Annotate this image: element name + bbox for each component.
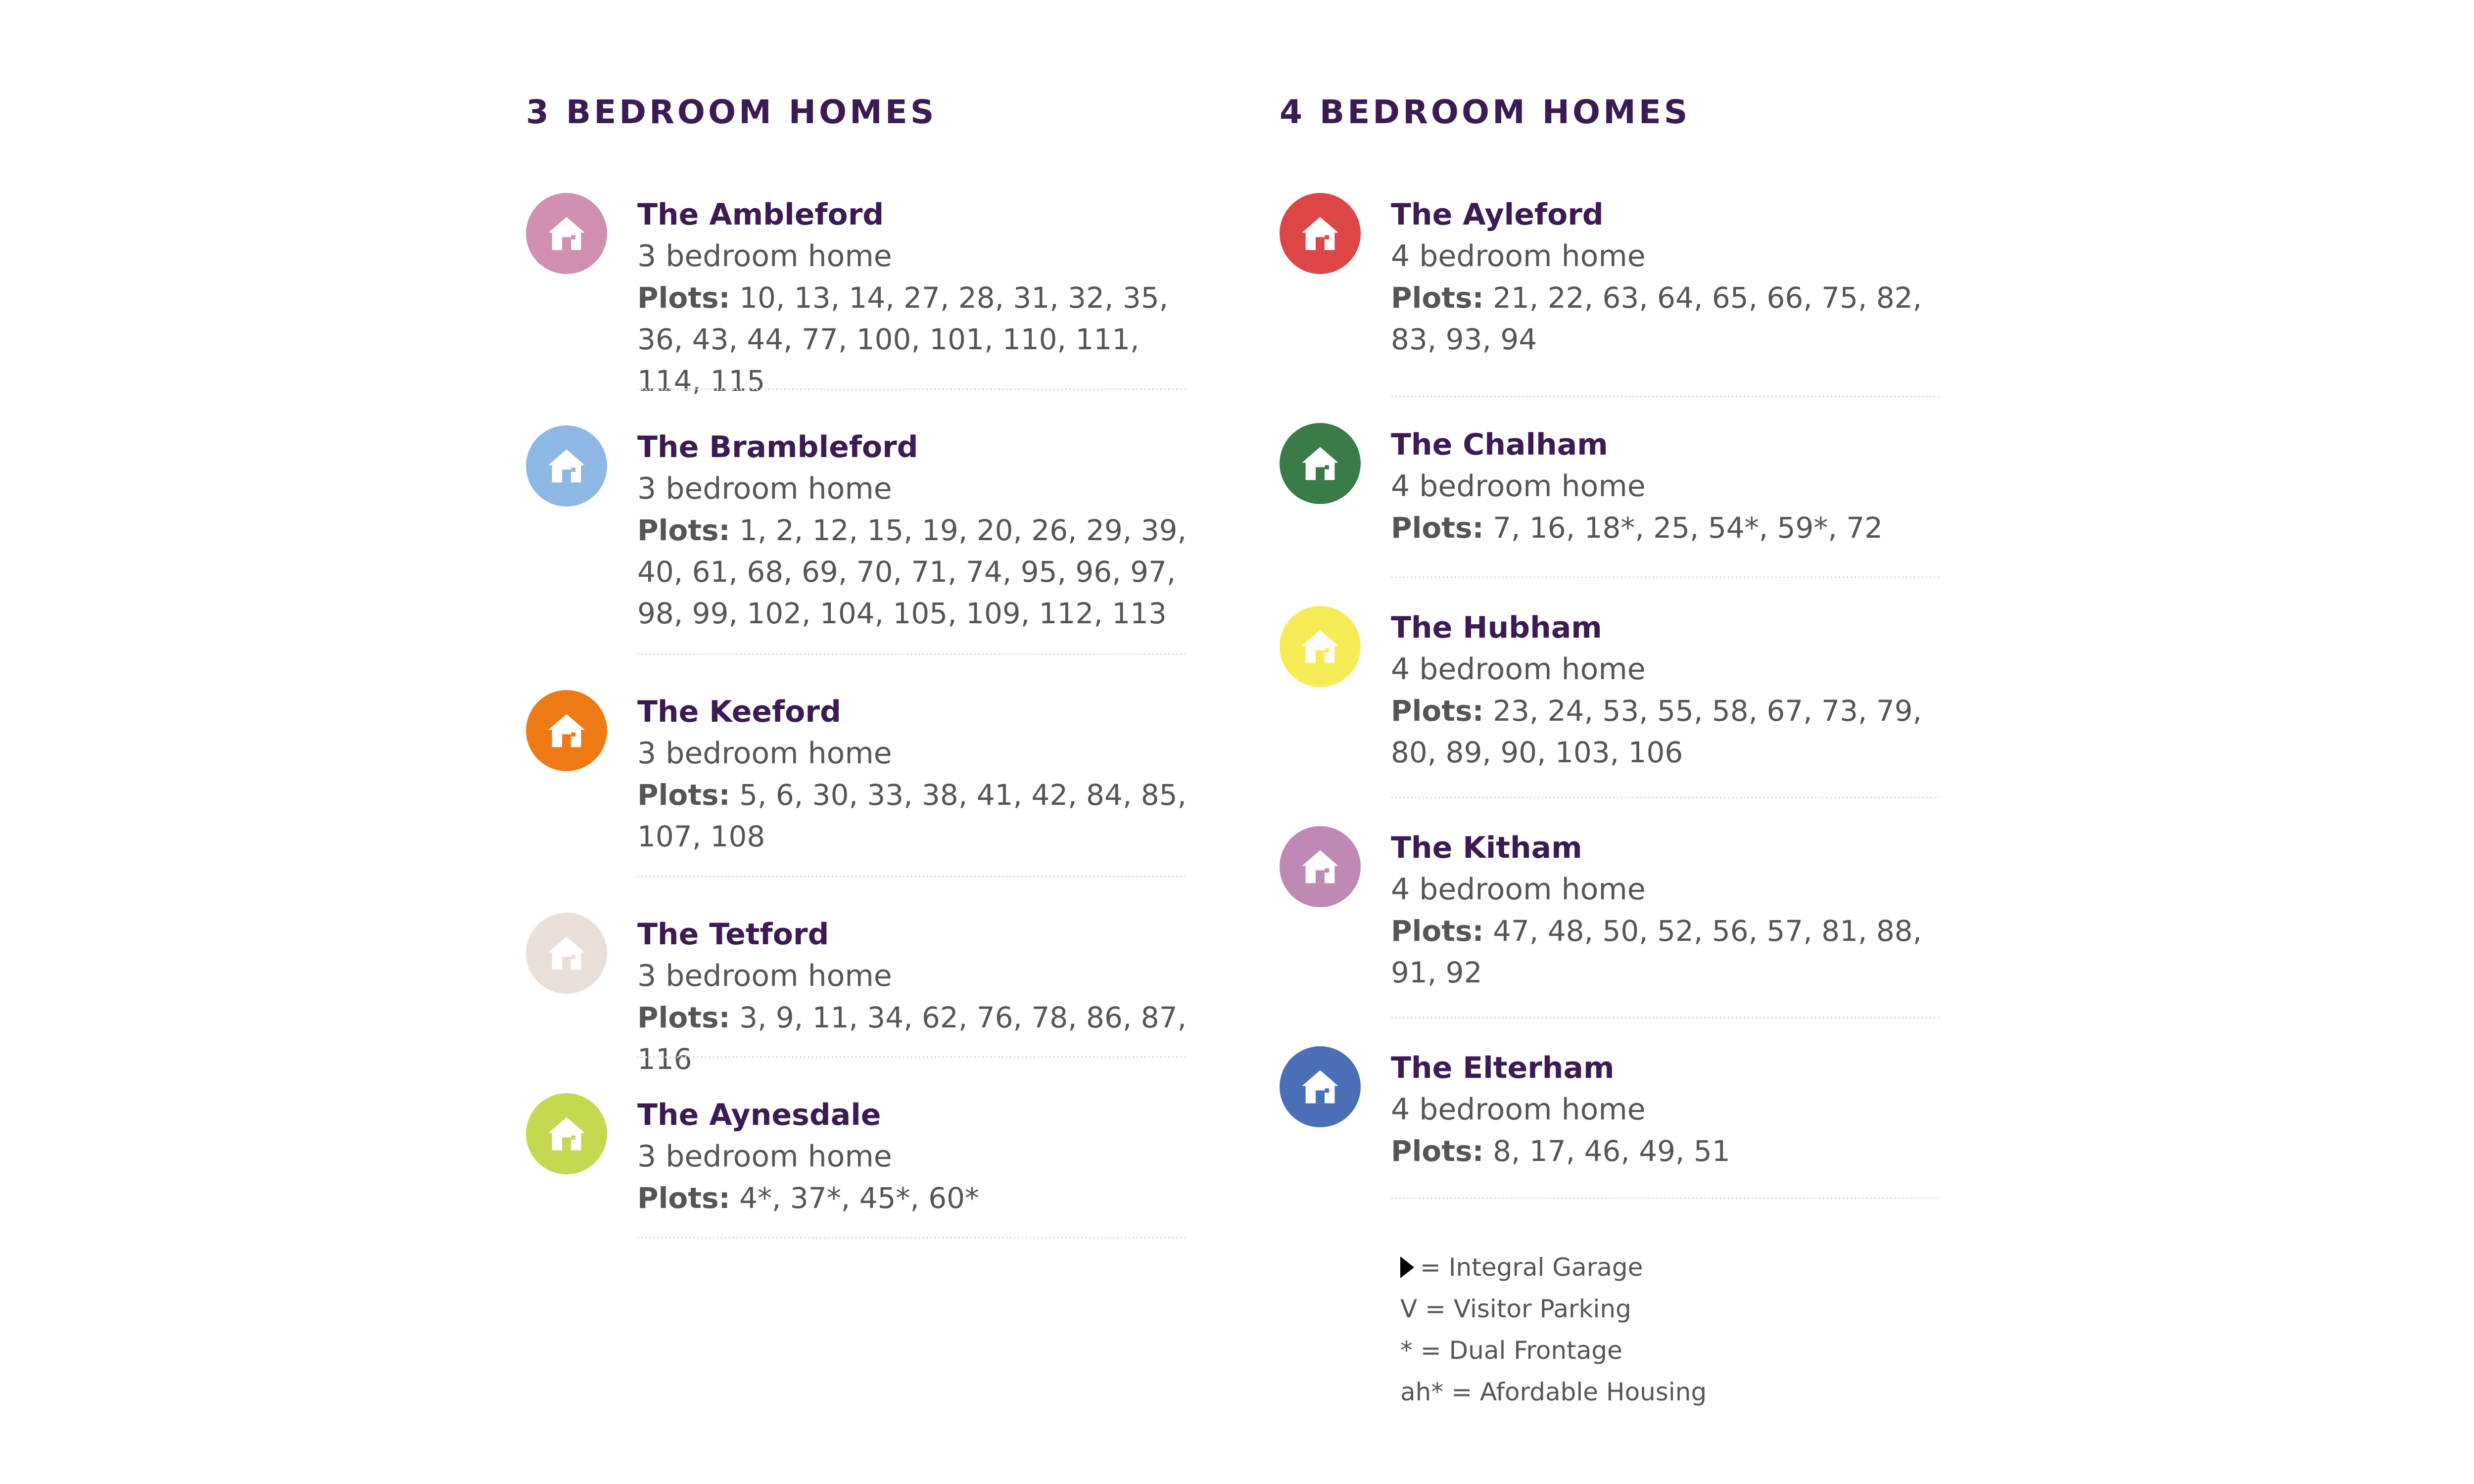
home-name: The Ayleford [1391,197,1604,232]
home-details [637,426,1187,634]
house-icon [526,1093,607,1174]
plots-label: Plots: [637,513,730,547]
home-name: The Hubham [1391,610,1602,645]
key-integral-garage [1400,1247,1707,1288]
plots-list: 21, 22, 63, 64, 65, 66, 75, 82, 83, 93, 94 [1391,281,1922,356]
key-visitor-parking: V = Visitor Parking [1400,1295,1631,1323]
home-name: The Ambleford [637,197,884,232]
divider [637,388,1187,390]
home-name: The Tetford [637,917,829,952]
home-type: 3 bedroom home [637,959,892,993]
home-name: The Aynesdale [637,1098,881,1132]
home-name: The Elterham [1391,1051,1615,1085]
house-icon [1280,1046,1361,1127]
home-plots [1391,507,1940,549]
plots-list: 47, 48, 50, 52, 56, 57, 81, 88, 91, 92 [1391,914,1922,989]
home-name: The Chalham [1391,427,1608,462]
section-heading-4-bedroom: 4 BEDROOM HOMES [1280,93,1691,131]
house-icon [1280,193,1361,274]
key-affordable-housing: ah* = Afordable Housing [1400,1378,1707,1406]
divider [1391,396,1940,398]
home-plots [637,1177,1187,1219]
plots-label: Plots: [637,1181,730,1215]
plots-label: Plots: [1391,511,1484,545]
divider [1391,1017,1940,1019]
house-icon [1280,826,1361,907]
house-icon [526,690,607,771]
plots-list: 10, 13, 14, 27, 28, 31, 32, 35, 36, 43, 44, 77, 100, 101, 110, 111, 114, 115 [637,281,1169,398]
home-details [1391,424,1940,549]
plots-list: 23, 24, 53, 55, 58, 67, 73, 79, 80, 89, 90, 103, 106 [1391,694,1922,769]
home-details [1391,827,1940,993]
home-details [1391,607,1940,773]
home-plots [637,774,1187,857]
plots-label: Plots: [637,778,730,812]
home-type: 3 bedroom home [637,471,892,506]
home-name: The Kitham [1391,831,1582,865]
plots-list: 7, 16, 18*, 25, 54*, 59*, 72 [1493,511,1883,545]
home-type: 3 bedroom home [637,736,892,771]
house-icon [1280,423,1361,504]
home-type: 4 bedroom home [1391,872,1646,907]
divider [1391,576,1940,578]
home-type: 4 bedroom home [1391,652,1646,687]
divider [637,876,1187,878]
plots-label: Plots: [1391,694,1484,728]
home-details [1391,194,1940,360]
home-plots [1391,277,1940,360]
divider [1391,1197,1940,1199]
home-type: 4 bedroom home [1391,1092,1646,1127]
plots-list: 5, 6, 30, 33, 38, 41, 42, 84, 85, 107, 108 [637,778,1187,853]
divider [637,1056,1187,1058]
key-integral-garage-text: = Integral Garage [1420,1253,1643,1282]
key-legend [1400,1247,1707,1413]
home-plots [1391,910,1940,993]
plots-list: 1, 2, 12, 15, 19, 20, 26, 29, 39, 40, 61, 68, 69, 70, 71, 74, 95, 96, 97, 98, 99, 102, 104, 105, 109, 112, 113 [637,513,1187,630]
home-type: 4 bedroom home [1391,239,1646,274]
divider [637,653,1187,655]
home-name: The Keeford [637,695,841,729]
home-type: 4 bedroom home [1391,469,1646,504]
home-details [637,1094,1187,1219]
triangle-right-icon [1400,1256,1414,1278]
home-details [637,194,1187,402]
home-plots [637,510,1187,634]
home-details [637,914,1187,1080]
section-heading-3-bedroom: 3 BEDROOM HOMES [526,93,937,131]
plots-list: 8, 17, 46, 49, 51 [1493,1134,1730,1168]
house-icon [526,425,607,507]
home-details [1391,1047,1940,1172]
plots-label: Plots: [1391,914,1484,948]
home-details [637,691,1187,857]
home-type: 3 bedroom home [637,1139,892,1174]
key-dual-frontage: * = Dual Frontage [1400,1336,1622,1365]
home-plots [637,277,1187,402]
divider [637,1237,1187,1239]
home-type: 3 bedroom home [637,239,892,274]
plots-list: 4*, 37*, 45*, 60* [739,1181,980,1215]
home-plots [1391,690,1940,773]
plots-label: Plots: [637,281,730,315]
home-name: The Brambleford [637,430,918,464]
home-plots [637,997,1187,1080]
home-plots [1391,1130,1940,1172]
plots-label: Plots: [637,1001,730,1034]
house-icon [526,193,607,274]
plots-label: Plots: [1391,281,1484,315]
divider [1391,796,1940,798]
plots-label: Plots: [1391,1134,1484,1168]
house-icon [1280,606,1361,687]
house-icon [526,913,607,994]
plots-list: 3, 9, 11, 34, 62, 76, 78, 86, 87, 116 [637,1001,1187,1076]
